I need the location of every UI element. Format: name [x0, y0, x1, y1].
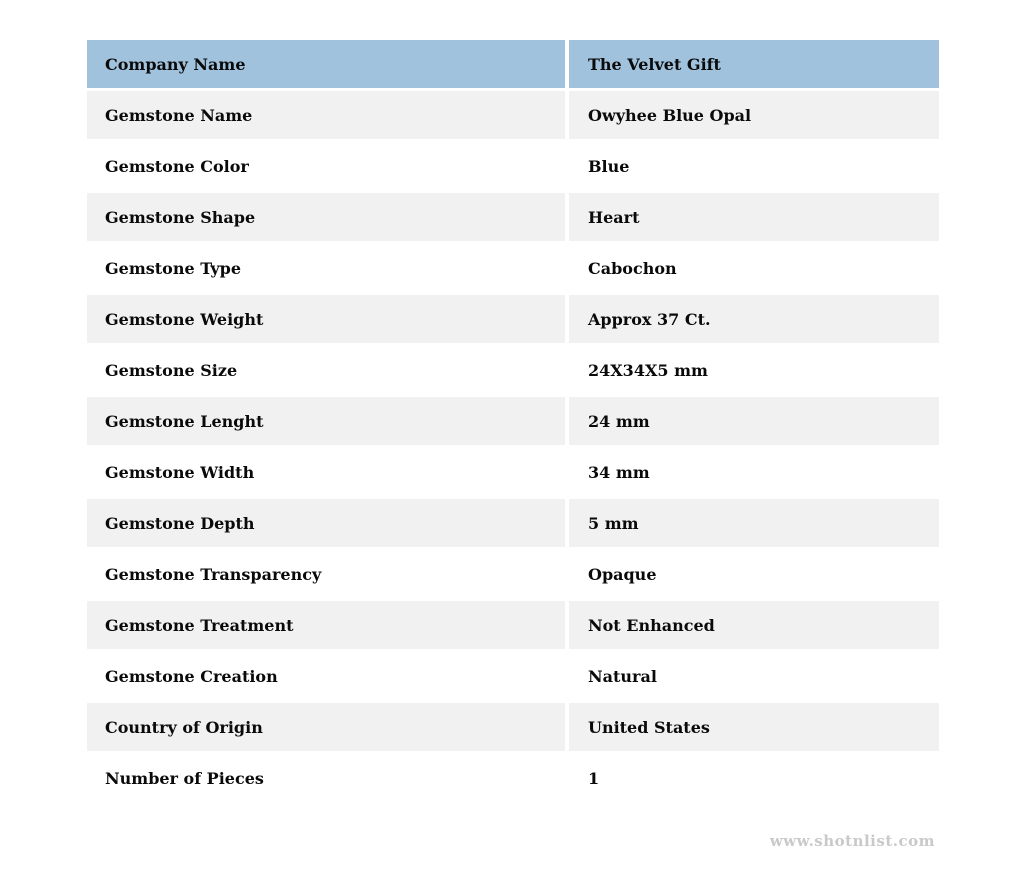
- watermark-text: www.shotnlist.com: [769, 832, 935, 850]
- row-value-cell: Blue: [569, 142, 939, 193]
- table-row: [87, 91, 939, 142]
- row-value-cell: 5 mm: [569, 499, 939, 550]
- row-label-cell: Gemstone Type: [87, 244, 569, 295]
- gemstone-spec-table: [87, 40, 939, 805]
- row-label-cell: Country of Origin: [87, 703, 569, 754]
- row-label-cell: Gemstone Width: [87, 448, 569, 499]
- table-row: [87, 601, 939, 652]
- row-label-cell: Gemstone Weight: [87, 295, 569, 346]
- row-label-cell: Gemstone Transparency: [87, 550, 569, 601]
- header-company-value: The Velvet Gift: [569, 40, 939, 91]
- table-row: [87, 397, 939, 448]
- row-value-cell: 1: [569, 754, 939, 805]
- table-row: [87, 295, 939, 346]
- row-label-cell: Gemstone Name: [87, 91, 569, 142]
- table-row: [87, 193, 939, 244]
- row-value-cell: 24 mm: [569, 397, 939, 448]
- row-value-cell: Opaque: [569, 550, 939, 601]
- table-row: [87, 346, 939, 397]
- table-row: [87, 142, 939, 193]
- row-value-cell: Natural: [569, 652, 939, 703]
- row-value-cell: Not Enhanced: [569, 601, 939, 652]
- row-value-cell: 34 mm: [569, 448, 939, 499]
- row-label-cell: Gemstone Creation: [87, 652, 569, 703]
- table-row: [87, 754, 939, 805]
- row-label-cell: Gemstone Size: [87, 346, 569, 397]
- table-row: [87, 652, 939, 703]
- table-row: [87, 550, 939, 601]
- row-label-cell: Gemstone Color: [87, 142, 569, 193]
- table-row: [87, 448, 939, 499]
- row-label-cell: Number of Pieces: [87, 754, 569, 805]
- row-value-cell: Approx 37 Ct.: [569, 295, 939, 346]
- table-row: [87, 499, 939, 550]
- table-header-row: [87, 40, 939, 91]
- row-value-cell: 24X34X5 mm: [569, 346, 939, 397]
- table-row: [87, 703, 939, 754]
- table-row: [87, 244, 939, 295]
- row-value-cell: United States: [569, 703, 939, 754]
- row-label-cell: Gemstone Treatment: [87, 601, 569, 652]
- header-company-label: Company Name: [87, 40, 569, 91]
- row-value-cell: Cabochon: [569, 244, 939, 295]
- row-value-cell: Owyhee Blue Opal: [569, 91, 939, 142]
- row-label-cell: Gemstone Depth: [87, 499, 569, 550]
- row-value-cell: Heart: [569, 193, 939, 244]
- row-label-cell: Gemstone Shape: [87, 193, 569, 244]
- row-label-cell: Gemstone Lenght: [87, 397, 569, 448]
